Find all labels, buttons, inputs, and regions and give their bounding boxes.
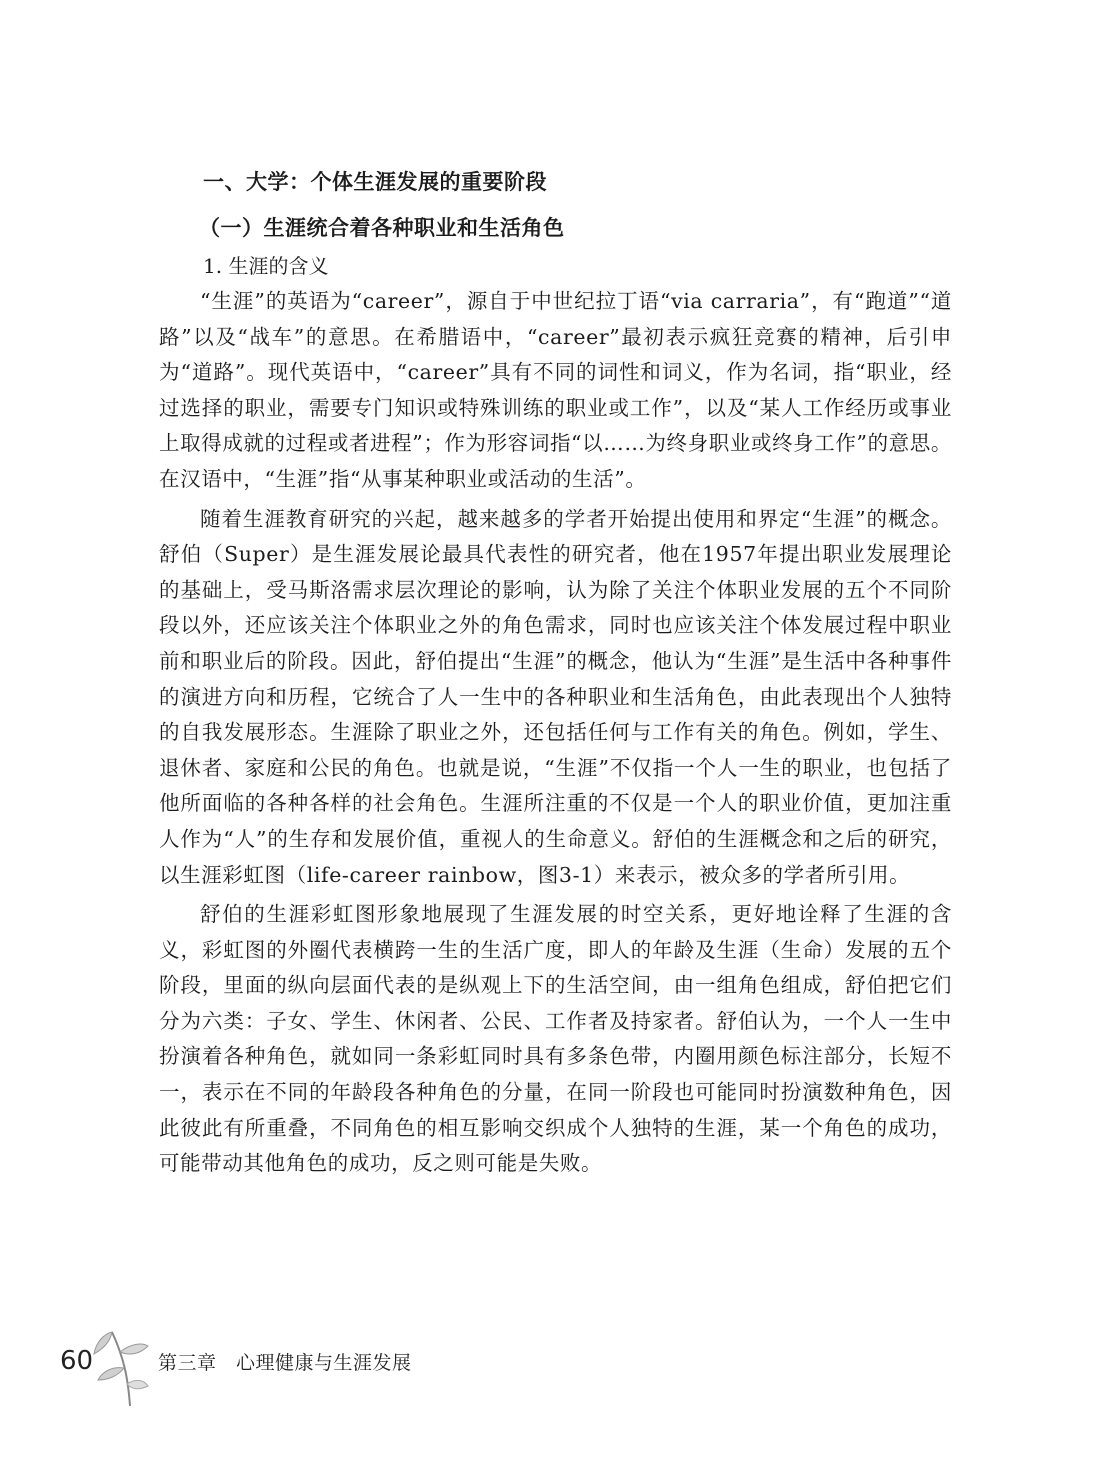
paragraph-super-concept: 随着生涯教育研究的兴起，越来越多的学者开始提出使用和界定“生涯”的概念。舒伯（Super）是生涯发展论最具代表性的研究者，他在1957年提出职业发展理论的基础上，受马斯洛需求层次理论的影响，认为除了关注个体职业发展的五个不同阶段以外，还应该关注个体职业之外的角色需求，同时也应该关注个体发展过程中职业前和职业后的阶段。因此，舒伯提出“生涯”的概念，他认为“生涯”是生活中各种事件的演进方向和历程，它统合了人一生中的各种职业和生活角色，由此表现出个人独特的自我发展形态。生涯除了职业之外，还包括任何与工作有关的角色。例如，学生、退休者、家庭和公民的角色。也就是说，“生涯”不仅指一个人一生的职业，也包括了他所面临的各种各样的社会角色。生涯所注重的不仅是一个人的职业价值，更加注重人作为“人”的生存和发展价值，重视人的生命意义。舒伯的生涯概念和之后的研究，以生涯彩虹图（life-career rainbow，图3-1）来表示，被众多的学者所引用。 — [159, 506, 952, 887]
plant-sprig-icon — [90, 1318, 150, 1408]
page-number: 60 — [60, 1346, 94, 1376]
page-footer — [60, 1318, 560, 1408]
paragraph-career-etymology: “生涯”的英语为“career”，源自于中世纪拉丁语“via carraria”，有“跑道”“道路”以及“战车”的意思。在希腊语中，“career”最初表示疯狂竞赛的精神，后引申为“道路”。现代英语中，“career”具有不同的词性和词义，作为名词，指“职业，经过选择的职业，需要专门知识或特殊训练的职业或工作”，以及“某人工作经历或事业上取得成就的过程或者进程”；作为形容词指“以……为终身职业或终身工作”的意思。在汉语中，“生涯”指“从事某种职业或活动的生活”。 — [159, 289, 952, 491]
item-heading: 1. 生涯的含义 — [203, 254, 329, 278]
page-body — [159, 166, 952, 1186]
subsection-heading: （一）生涯统合着各种职业和生活角色 — [199, 216, 565, 240]
section-heading: 一、大学：个体生涯发展的重要阶段 — [203, 170, 547, 194]
chapter-title: 第三章 心理健康与生涯发展 — [158, 1352, 412, 1374]
paragraph-career-rainbow: 舒伯的生涯彩虹图形象地展现了生涯发展的时空关系，更好地诠释了生涯的含义，彩虹图的外圈代表横跨一生的生活广度，即人的年龄及生涯（生命）发展的五个阶段，里面的纵向层面代表的是纵观上下的生活空间，由一组角色组成，舒伯把它们分为六类：子女、学生、休闲者、公民、工作者及持家者。舒伯认为，一个人一生中扮演着各种角色，就如同一条彩虹同时具有多条色带，内圈用颜色标注部分，长短不一，表示在不同的年龄段各种角色的分量，在同一阶段也可能同时扮演数种角色，因此彼此有所重叠，不同角色的相互影响交织成个人独特的生涯，某一个角色的成功，可能带动其他角色的成功，反之则可能是失败。 — [159, 902, 952, 1176]
